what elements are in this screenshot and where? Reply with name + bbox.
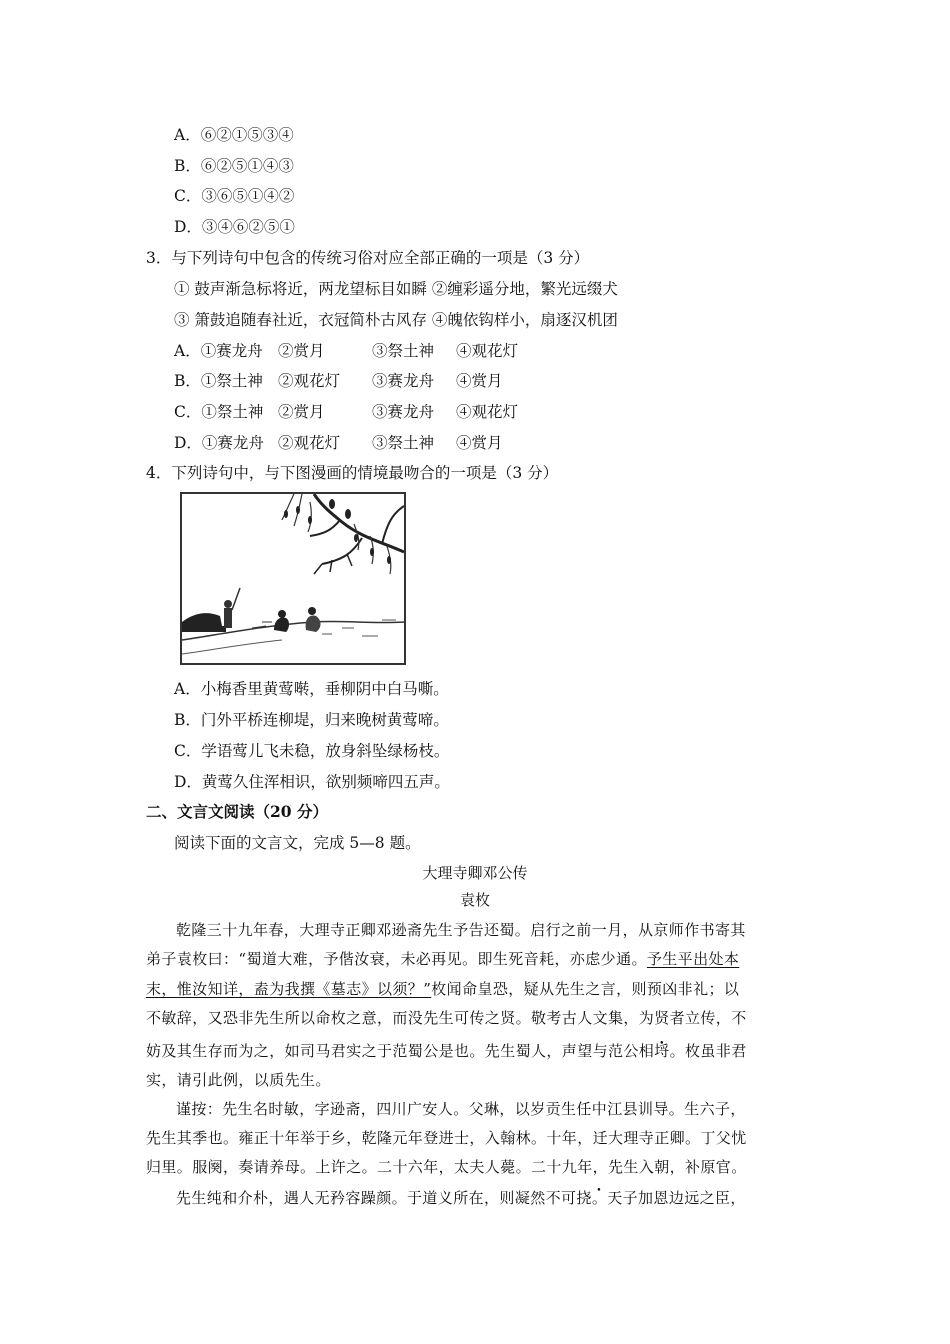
p1-line-5-tail: 。枚虽非君 — [669, 1042, 747, 1060]
q3-option-a — [174, 340, 518, 362]
p1-line-4: 不敏辞，又恐非先生所以命枚之意，而没先生可传之贤。敬考古人文集，为贤者立传，不 — [146, 1009, 747, 1027]
q3-option-c-1: C．①祭土神 — [174, 403, 264, 421]
q4-stem: 4．下列诗句中，与下图漫画的情境最吻合的一项是（3 分） — [146, 464, 559, 482]
q3-option-c-2: ②赏月 — [278, 403, 325, 421]
q3-option-c-4: ④观花灯 — [456, 403, 519, 421]
q2-option-b: B．⑥②⑤①④③ — [174, 157, 294, 175]
p2-line-2: 先生其季也。雍正十年举于乡，乾隆元年登进士，入翰林。十年，迁大理寺正卿。丁父忧 — [146, 1129, 747, 1147]
q3-option-d-2: ②观花灯 — [278, 434, 341, 452]
q3-option-d-4: ④赏月 — [456, 434, 503, 452]
q3-line-1: ① 鼓声渐急标将近，两龙望标目如瞬 ②缠彩遥分地，繁光远缀犬 — [174, 280, 618, 298]
p2-line-1: 谨按：先生名时敏，字逊斋，四川广安人。父琳，以岁贡生任中江县训导。生六子， — [176, 1100, 746, 1118]
p1-line-2-text: 弟子袁枚曰：“蜀道大难，予偕汝衰，未必再见。即生死音耗，亦虑少通。 — [146, 950, 647, 968]
dotted-char-lie: 埒 — [654, 1042, 670, 1060]
p1-line-2-underlined: 予生平出处本 — [646, 950, 740, 968]
section-heading: 二、文言文阅读（20 分） — [146, 802, 328, 821]
q4-option-b: B．门外平桥连柳堤，归来晚树黄莺啼。 — [174, 711, 449, 729]
p1-line-3-text: 枚闻命皇恐，疑从先生之言，则预凶非礼；以 — [431, 980, 740, 998]
q3-option-b-4: ④赏月 — [456, 372, 503, 390]
section-instruction: 阅读下面的文言文，完成 5—8 题。 — [174, 834, 421, 852]
q2-option-a: A．⑥②①⑤③④ — [174, 126, 294, 144]
q4-option-c: C．学语莺儿飞未稳，放身斜坠绿杨枝。 — [174, 742, 450, 760]
passage-title: 大理寺卿邓公传 — [422, 864, 528, 882]
q3-option-b-2: ②观花灯 — [278, 372, 341, 390]
q3-line-2: ③ 箫鼓追随春社近，衣冠简朴古风存 ④魄依钩样小，扇逐汉机团 — [174, 311, 618, 329]
q4-option-a: A．小梅香里黄莺啭，垂柳阴中白马嘶。 — [174, 680, 449, 698]
p1-line-6: 实，请引此例，以质先生。 — [146, 1071, 331, 1089]
q3-option-b — [174, 370, 503, 392]
cartoon-illustration — [180, 492, 406, 665]
p2-line-3: 归里。服阕，奏请养母。上许之。二十六年，太夫人薨。二十九年，先生入朝，补原官。 — [146, 1158, 747, 1176]
p1-line-3-underlined: 末，惟汝知详，盍为我撰《墓志》以须？” — [146, 980, 432, 998]
cartoon-drawing — [182, 494, 404, 663]
q4-option-d: D．黄莺久住浑相识，欲别频啼四五声。 — [174, 773, 450, 791]
p1-line-2 — [146, 948, 801, 970]
q2-option-c: C．③⑥⑤①④② — [174, 187, 295, 205]
q3-option-b-1: B．①祭土神 — [174, 372, 263, 390]
q3-option-d-3: ③祭土神 — [372, 434, 435, 452]
p1-line-1: 乾隆三十九年春，大理寺正卿邓逊斋先生予告还蜀。启行之前一月，从京师作书寄其 — [176, 921, 746, 939]
q3-option-c — [174, 401, 518, 423]
p3-line-1 — [146, 1187, 801, 1209]
dotted-char-nao: 挠 — [576, 1189, 592, 1207]
q2-option-d: D．③④⑥②⑤① — [174, 218, 295, 236]
q3-option-a-3: ③祭土神 — [372, 342, 435, 360]
p3-line-1-text: 先生纯和介朴，遇人无矜容躁颜。于道义所在，则凝然不可 — [176, 1189, 577, 1207]
passage-author: 袁枚 — [459, 891, 490, 909]
q3-stem: 3．与下列诗句中包含的传统习俗对应全部正确的一项是（3 分） — [146, 249, 590, 267]
q3-option-d — [174, 432, 503, 454]
p1-line-3 — [146, 978, 801, 1000]
p3-line-1-tail: 。天子加恩边远之臣， — [591, 1189, 746, 1207]
q3-option-a-1: A．①赛龙舟 — [174, 342, 263, 360]
p1-line-5 — [146, 1040, 801, 1062]
q3-option-c-3: ③赛龙舟 — [372, 403, 435, 421]
q3-option-d-1: D．①赛龙舟 — [174, 434, 264, 452]
q3-option-b-3: ③赛龙舟 — [372, 372, 435, 390]
q3-option-a-2: ②赏月 — [278, 342, 325, 360]
p1-line-5-text: 妨及其生存而为之，如司马君实之于范蜀公是也。先生蜀人，声望与范公相 — [146, 1042, 655, 1060]
q3-option-a-4: ④观花灯 — [456, 342, 519, 360]
